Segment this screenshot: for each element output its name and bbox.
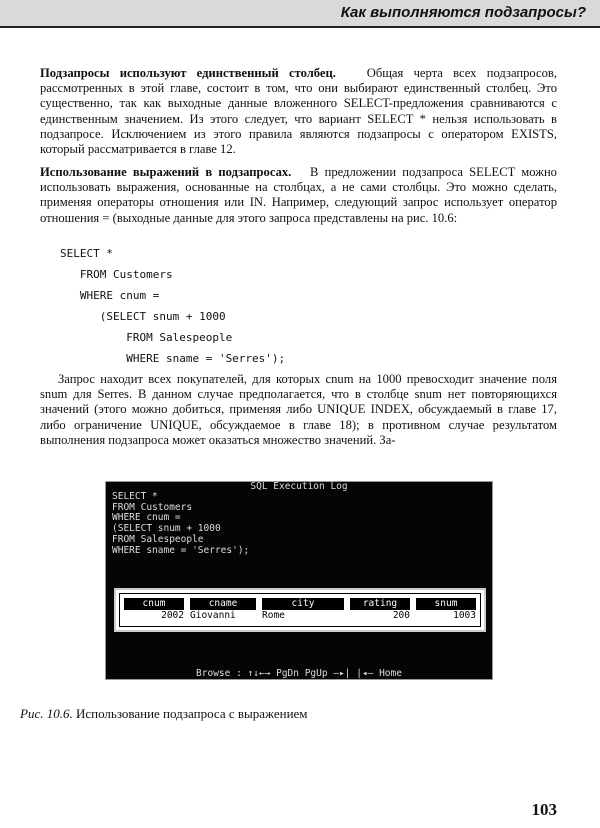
caption-label: Рис. 10.6.: [20, 706, 73, 721]
paragraph-2: [40, 165, 557, 226]
cell: 200: [392, 610, 410, 621]
code-line: FROM Salespeople: [60, 331, 233, 344]
paragraph-lead: Использование выражений в подзапросах.: [40, 165, 292, 179]
code-line: SELECT *: [60, 247, 113, 260]
paragraph-text: Запрос находит всех покупателей, для которых cnum на 1000 превосходит значение поля snum для Serres. В данном случае предполагается, что в столбце snum нет повторяющихся значений (этого можно добиться, применяя либо UNIQUE INDEX, обсуждаемый в главе 17, либо ограничение UNIQUE, обсуждаемое в главе 18); в противном случае результатом выполнения подзапроса может оказаться множество значений. За-: [40, 372, 557, 447]
screen-footer: Browse : ↑↓←→ PgDn PgUp —▸| |◂— Home: [196, 668, 402, 679]
paragraph-1: [40, 66, 557, 157]
result-table: [114, 588, 486, 632]
screen-sql: SELECT * FROM Customers WHERE cnum = (SELECT snum + 1000 FROM Salespeople WHERE sname = 'Serres');: [112, 491, 250, 556]
code-line: WHERE sname = 'Serres');: [60, 352, 286, 365]
paragraph-lead: Подзапросы используют единственный столбец.: [40, 66, 336, 80]
result-header: [124, 598, 478, 610]
paragraph-text: В предложении подзапроса SELECT можно использовать выражения, основанные на столбцах, а не сами столбцы. Это можно сделать, применяя операторы отношения или IN. Например, следующий запрос использует оператор отношения = (выходные данные для этого запроса представлены на рис. 10.6:: [40, 165, 557, 225]
code-line: (SELECT snum + 1000: [60, 310, 226, 323]
screen-title: SQL Execution Log: [250, 481, 348, 492]
column-header: rating: [350, 598, 410, 610]
code-line: WHERE cnum =: [60, 289, 160, 302]
sql-screen-figure: [105, 481, 493, 680]
figure-caption: [20, 706, 308, 722]
paragraph-text: Общая черта всех подзапросов, рассмотренных в этой главе, состоит в том, что они выбирают единственный столбец. Это существенно, так как выходные данные вложенного SELECT-предложения сравниваются с единственным значением. Из этого следует, что вариант SELECT * нельзя использовать в подзапросе. Исключением из этого правила являются подзапросы с оператором EXISTS, который рассматривается в главе 12.: [40, 66, 557, 157]
running-header: [0, 0, 600, 28]
column-header: city: [262, 598, 344, 610]
cell: 2002: [161, 610, 184, 621]
code-listing: [60, 243, 285, 369]
cell: Rome: [262, 610, 285, 621]
page-number: 103: [531, 800, 557, 819]
cell: Giovanni: [190, 610, 236, 621]
column-header: cnum: [124, 598, 184, 610]
running-title: Как выполняются подзапросы?: [340, 4, 586, 21]
paragraph-3: [40, 372, 557, 448]
caption-text: Использование подзапроса с выражением: [75, 706, 308, 721]
column-header: snum: [416, 598, 476, 610]
result-row: [124, 610, 478, 622]
cell: 1003: [453, 610, 476, 621]
column-header: cname: [190, 598, 256, 610]
code-line: FROM Customers: [60, 268, 173, 281]
